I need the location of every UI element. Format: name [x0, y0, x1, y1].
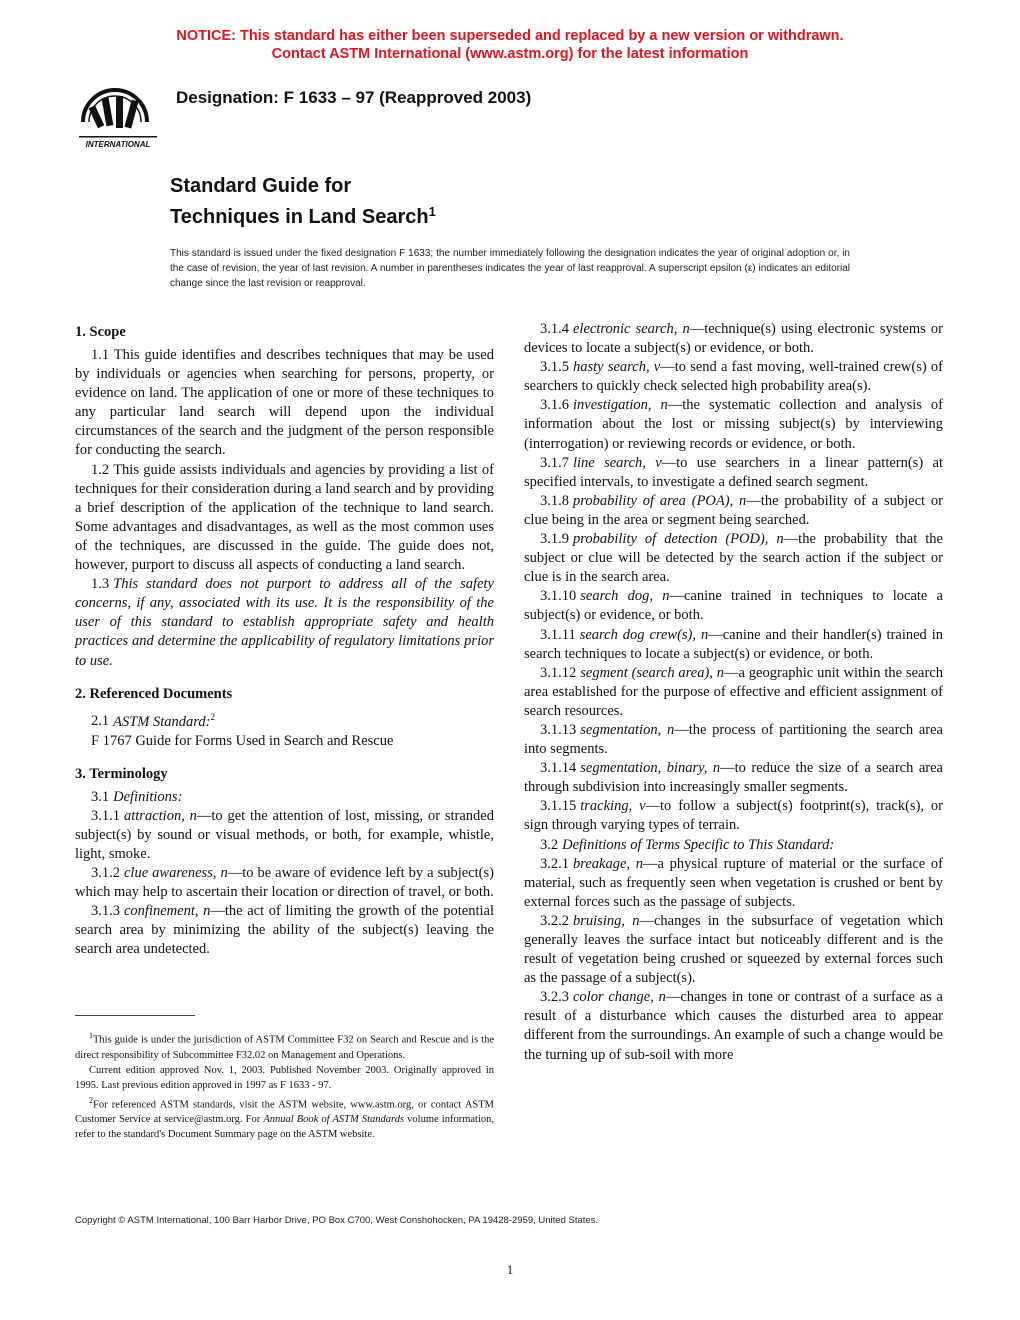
footnote-1-mark: 1: [89, 1031, 93, 1040]
definition-text: —the probability that the subject or clue will be detected by the search action if the subject or clue is in the search area.: [524, 531, 943, 586]
definition-text: —canine and their handler(s) trained in search techniques to locate a subject(s) or evidence, or both.: [524, 626, 943, 662]
definition-text: —technique(s) using electronic systems or devices to locate a subject(s) or evidence, or both.: [524, 321, 943, 357]
document-title: [170, 173, 436, 230]
astm-logo: [73, 72, 163, 154]
definition-term: segmentation, n: [580, 721, 675, 738]
definition-text: —changes in tone or contrast of a surface as a result of a disturbance which causes the disturbed area to appear different from the surroundings. An example of such a change would be the turning up of sub-soil with more: [524, 989, 943, 1063]
footnote-2: [75, 1093, 494, 1143]
definition-3-1-10: [524, 587, 943, 625]
definition-term: bruising, n: [573, 912, 640, 929]
definition-text: —the systematic collection and analysis of information about the lost or missing subject(s) by interviewing (interrogation) or reviewing records or evidence, or both.: [524, 397, 943, 452]
definition-num: 3.1.8: [540, 492, 569, 509]
definition-term: probability of detection (POD), n: [573, 531, 784, 548]
para-3-1-label: Definitions:: [113, 788, 183, 805]
para-2-1-term: ASTM Standard:: [113, 713, 211, 730]
copyright-notice: Copyright © ASTM International, 100 Barr Harbor Drive, PO Box C700, West Conshohocken, PA 19428-2959, United States.: [75, 1215, 599, 1226]
definition-3-1-15: [524, 797, 943, 835]
definition-num: 3.1.12: [540, 664, 577, 681]
definition-term: electronic search, n: [573, 321, 690, 337]
para-3-2-num: 3.2: [540, 836, 559, 853]
referenced-f1767: F 1767 Guide for Forms Used in Search and Rescue: [91, 732, 394, 749]
footnotes: [75, 1028, 494, 1142]
definition-term: segment (search area), n: [580, 664, 725, 681]
definition-term: confinement, n: [124, 903, 211, 920]
para-2-1-num: 2.1: [91, 713, 110, 730]
footnote-2-text-a: For referenced ASTM standards, visit the ASTM website, www.astm.org, or contact ASTM Customer Service at service@astm.org. For: [75, 1099, 494, 1125]
definition-num: 3.1.10: [540, 588, 577, 605]
issued-under-statement: This standard is issued under the fixed designation F 1633; the number immediately following the designation indicates the year of original adoption or, in the case of revision, the year of last revision. A number in parentheses indicates the year of last reapproval. A superscript epsilon (ε) indicates an editorial change since the last revision or reapproval.: [170, 248, 850, 289]
withdrawal-notice: [0, 27, 1020, 63]
astm-logo-icon: [73, 72, 163, 154]
definition-3-1-11: [524, 626, 943, 664]
footnote-divider: [75, 1015, 195, 1016]
definition-text: —to get the attention of lost, missing, or stranded subject(s) by sound or visual methods, or both, for example, whistle, light, smoke.: [75, 807, 494, 862]
definition-term: clue awareness, n: [124, 864, 228, 881]
definition-3-1-6: [524, 396, 943, 453]
definition-term: line search, v: [573, 454, 662, 471]
para-1-3-num: 1.3: [91, 576, 110, 593]
definition-num: 3.1.7: [540, 454, 569, 471]
para-1-2: 1.2 This guide assists individuals and agencies by providing a list of techniques for their consideration during a land search and by providing a brief description of the application of the technique to land search. Some advantages and disadvantages, as well as the most common uses of the techniques, are discussed in the guide. The guide does not, however, purport to discuss all aspects of conducting a land search.: [75, 461, 494, 574]
definition-3-1-3: [75, 902, 494, 959]
page-number: 1: [506, 1262, 514, 1277]
definition-text: —to follow a subject(s) footprint(s), track(s), or sign through varying types of terrain.: [524, 798, 943, 834]
definitions-right: [524, 320, 943, 836]
definitions-32: [524, 855, 943, 1065]
definition-3-1-1: [75, 807, 494, 864]
para-3-1-num: 3.1: [91, 788, 110, 805]
definition-text: —the act of limiting the growth of the potential search area by minimizing the ability of the subject(s) leaving the search area undetected.: [75, 903, 494, 958]
definition-term: hasty search, v: [573, 359, 661, 376]
definition-text: —canine trained in techniques to locate a subject(s) or evidence, or both.: [524, 588, 943, 624]
definition-text: —to use searchers in a linear pattern(s) at specified intervals, to investigate a defined search segment.: [524, 454, 943, 490]
definition-term: breakage, n: [573, 855, 643, 872]
logo-subtitle: INTERNATIONAL: [85, 140, 151, 149]
definition-text: —a geographic unit within the search area established for the purpose of effective and efficient assignment of search resources.: [524, 664, 943, 719]
title-line-2-text: Techniques in Land Search: [170, 206, 429, 228]
definition-num: 3.1.4: [540, 321, 569, 337]
section-heading-scope: 1. Scope: [75, 324, 126, 340]
section-heading-terminology: 3. Terminology: [75, 765, 168, 782]
footnote-1: [75, 1028, 494, 1063]
definition-num: 3.1.11: [540, 626, 576, 643]
definition-num: 3.1.2: [91, 864, 120, 881]
para-1-3-text: This standard does not purport to address all of the safety concerns, if any, associated with its use. It is the responsibility of the user of this standard to establish appropriate safety and health practices and determine the applicability of regulatory limitations prior to use.: [75, 576, 494, 669]
left-column: [75, 320, 494, 959]
definition-num: 3.1.15: [540, 798, 577, 815]
definition-term: probability of area (POA), n: [573, 492, 747, 509]
definition-num: 3.2.2: [540, 912, 569, 929]
para-3-2-label: Definitions of Terms Specific to This Standard:: [562, 836, 835, 853]
definition-term: search dog, n: [580, 588, 670, 605]
definition-text: —changes in the subsurface of vegetation which generally leaves the surface intact but noticeably different and is the result of vegetation being crushed or squeezed by external forces such as the passage of a subject(s).: [524, 912, 944, 987]
definition-3-1-2: [75, 864, 494, 902]
definition-num: 3.2.1: [540, 855, 569, 872]
definition-term: search dog crew(s), n: [579, 626, 709, 643]
definition-term: attraction, n: [124, 807, 197, 824]
definition-text: —to reduce the size of a search area through subdivision into increasingly smaller segments.: [524, 760, 943, 796]
definition-text: —to send a fast moving, well-trained crew(s) of searchers to quickly check selected high probability area(s).: [524, 359, 943, 395]
definition-term: segmentation, binary, n: [580, 760, 721, 777]
definition-3-2-2: [524, 912, 943, 988]
definition-num: 3.1.14: [540, 760, 577, 777]
right-column: [524, 320, 943, 1065]
definitions-left: [75, 807, 494, 960]
footnote-2-mark: 2: [89, 1095, 93, 1105]
definition-text: —a physical rupture of material or the surface of material, such as frequently seen when vegetation is crushed or bent by external forces such as the passage of subjects.: [524, 855, 943, 910]
notice-line-1: NOTICE: This standard has either been superseded and replaced by a new version or withdrawn.: [176, 28, 844, 44]
title-footnote-mark: 1: [428, 204, 436, 219]
definition-num: 3.1.5: [540, 359, 569, 376]
para-3-2: [524, 836, 943, 855]
footnote-1-text: This guide is under the jurisdiction of ASTM Committee F32 on Search and Rescue and is the direct responsibility of Subcommittee F32.02 on Management and Operations.: [75, 1034, 494, 1061]
footnote-1b: Current edition approved Nov. 1, 2003. Published November 2003. Originally approved in 1995. Last previous edition approved in 1997 as F 1633 - 97.: [75, 1064, 494, 1091]
section-heading-referenced: 2. Referenced Documents: [75, 685, 233, 702]
footnote-2-text-b: volume information, refer to the standard's Document Summary page on the ASTM website.: [75, 1114, 494, 1140]
definition-num: 3.1.13: [540, 721, 577, 738]
definition-text: —to be aware of evidence left by a subject(s) which may help to ascertain their location or direction of travel, or both.: [75, 864, 494, 901]
definition-num: 3.1.9: [540, 531, 569, 548]
definition-3-1-13: [524, 721, 943, 759]
definition-num: 3.1.1: [91, 807, 120, 824]
para-3-1: [75, 788, 494, 807]
definition-term: tracking, v: [580, 798, 646, 815]
title-line-2: [170, 199, 436, 230]
definition-term: investigation, n: [573, 397, 668, 414]
designation: Designation: F 1633 – 97 (Reapproved 2003): [176, 88, 532, 107]
footnote-2-italic: Annual Book of ASTM Standards: [263, 1114, 405, 1125]
definition-term: color change, n: [573, 989, 666, 1006]
definition-num: 3.1.6: [540, 397, 569, 414]
definition-3-2-3: [524, 988, 943, 1064]
definition-num: 3.2.3: [540, 989, 569, 1006]
definition-num: 3.1.3: [91, 903, 120, 920]
definition-3-1-12: [524, 664, 943, 721]
notice-line-2: Contact ASTM International (www.astm.org) for the latest information: [271, 46, 749, 62]
title-line-1: Standard Guide for: [170, 175, 352, 197]
definition-3-2-1: [524, 855, 943, 912]
para-2-1: [75, 708, 494, 732]
para-1-1: 1.1 This guide identifies and describes techniques that may be used by individuals or agencies when searching for persons, property, or evidence on land. The application of one or more of these techniques to any particular land search will depend upon the individual circumstances of the search and the judgment of the person responsible for conducting the search.: [75, 347, 494, 459]
definition-3-1-8: [524, 492, 943, 530]
para-2-1-sup: 2: [210, 711, 215, 722]
definition-3-1-4: [524, 320, 943, 358]
definition-text: —the probability of a subject or clue being in the area or segment being searched.: [524, 492, 943, 528]
definition-text: —the process of partitioning the search area into segments.: [524, 721, 943, 758]
definition-3-1-5: [524, 358, 943, 396]
para-1-3: [75, 575, 494, 670]
definition-3-1-7: [524, 454, 943, 492]
definition-3-1-9: [524, 530, 943, 587]
definition-3-1-14: [524, 759, 943, 797]
